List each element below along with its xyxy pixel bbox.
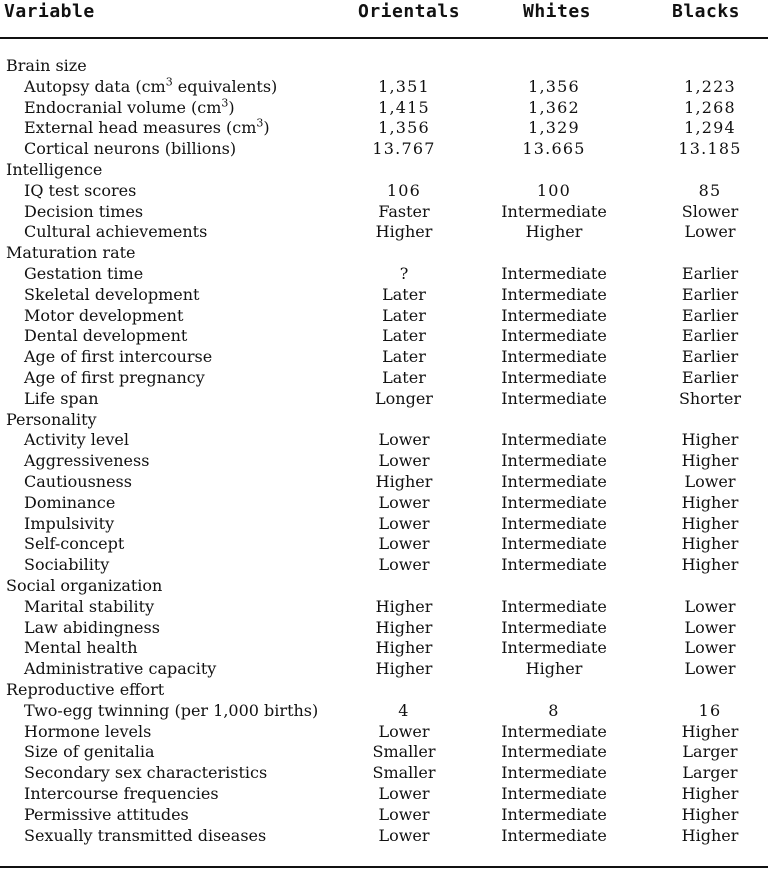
table-row xyxy=(0,98,768,119)
whites-cell: Intermediate xyxy=(501,825,607,845)
blacks-cell: Higher xyxy=(681,555,739,575)
variable-label-text: Intercourse frequencies xyxy=(24,784,219,803)
orientals-cell: Lower xyxy=(378,513,430,533)
table-row xyxy=(0,722,768,743)
orientals-cell: Longer xyxy=(375,388,433,408)
variable-label xyxy=(24,763,267,784)
whites-cell: Intermediate xyxy=(501,368,607,387)
variable-label-text: Cultural achievements xyxy=(24,222,208,242)
variable-label-text: Autopsy data (cm xyxy=(24,76,166,96)
table-header xyxy=(0,0,768,40)
variable-label-text: Decision times xyxy=(24,201,144,221)
whites-cell: 1,356 xyxy=(528,76,580,96)
variable-label xyxy=(24,98,235,119)
orientals-cell: Later xyxy=(382,347,426,367)
orientals-cell: Later xyxy=(382,284,426,304)
whites-cell: Intermediate xyxy=(501,555,607,575)
table-row xyxy=(0,451,768,472)
orientals-cell: Higher xyxy=(375,222,433,242)
blacks-cell: Higher xyxy=(681,492,739,512)
variable-label-text: Skeletal development xyxy=(24,284,200,304)
table-row xyxy=(0,534,768,555)
variable-label xyxy=(24,826,266,847)
whites-cell: 1,362 xyxy=(528,97,580,117)
superscript: 3 xyxy=(165,75,173,89)
variable-label-text: Mental health xyxy=(24,638,138,658)
category-row xyxy=(0,56,768,77)
variable-label xyxy=(24,326,187,347)
table-row xyxy=(0,472,768,493)
category-label: Maturation rate xyxy=(6,243,136,263)
category-label: Social organization xyxy=(6,576,163,595)
orientals-cell: Higher xyxy=(375,659,433,679)
variable-label xyxy=(24,659,216,680)
blacks-cell: Earlier xyxy=(681,368,739,387)
variable-label xyxy=(24,784,219,805)
blacks-cell: Higher xyxy=(681,784,739,803)
table-row xyxy=(0,139,768,160)
blacks-cell: Earlier xyxy=(681,326,739,346)
blacks-cell: Lower xyxy=(684,472,736,491)
orientals-cell: Higher xyxy=(375,472,433,491)
whites-cell: Intermediate xyxy=(501,638,607,658)
table-row xyxy=(0,555,768,576)
whites-cell: Intermediate xyxy=(501,492,607,512)
blacks-cell: Shorter xyxy=(678,388,742,408)
variable-label xyxy=(24,701,318,722)
whites-cell: Intermediate xyxy=(501,305,607,325)
bottom-rule xyxy=(0,866,768,868)
blacks-cell: Lower xyxy=(684,596,736,616)
variable-label-text: Sociability xyxy=(24,555,110,575)
header-whites: Whites xyxy=(523,1,592,22)
whites-cell: Intermediate xyxy=(501,472,607,491)
whites-cell: Intermediate xyxy=(501,784,607,803)
table-row xyxy=(0,618,768,639)
orientals-cell: Higher xyxy=(375,638,433,658)
variable-label-text: Marital stability xyxy=(24,596,155,616)
table-row xyxy=(0,805,768,826)
category-row xyxy=(0,410,768,431)
whites-cell: Intermediate xyxy=(501,721,607,741)
orientals-cell: ? xyxy=(399,264,409,283)
variable-label-text: Life span xyxy=(24,388,99,408)
blacks-cell: Larger xyxy=(682,763,738,783)
table-row xyxy=(0,826,768,847)
table-row xyxy=(0,181,768,202)
orientals-cell: Later xyxy=(382,326,426,346)
orientals-cell: Higher xyxy=(375,596,433,616)
variable-label-text: Size of genitalia xyxy=(24,742,155,762)
variable-label-text: IQ test scores xyxy=(24,180,137,200)
variable-label xyxy=(24,285,199,306)
orientals-cell: 106 xyxy=(386,180,422,200)
variable-label-text: equivalents) xyxy=(172,76,278,96)
whites-cell: Intermediate xyxy=(501,347,607,367)
orientals-cell: Lower xyxy=(378,555,430,575)
table-row xyxy=(0,306,768,327)
whites-cell: Intermediate xyxy=(501,742,607,762)
variable-label xyxy=(24,534,124,555)
variable-label xyxy=(24,77,277,98)
variable-label-text: Motor development xyxy=(24,305,184,325)
orientals-cell: Faster xyxy=(378,201,430,221)
variable-label xyxy=(24,618,160,639)
variable-label xyxy=(24,222,207,243)
table-row xyxy=(0,638,768,659)
table-row xyxy=(0,784,768,805)
whites-cell: Intermediate xyxy=(501,596,607,616)
variable-label-text: ) xyxy=(263,118,270,138)
variable-label-text: Law abidingness xyxy=(24,617,160,637)
whites-cell: Intermediate xyxy=(501,451,607,471)
orientals-cell: 1,356 xyxy=(378,118,430,138)
orientals-cell: Lower xyxy=(378,721,430,741)
superscript: 3 xyxy=(256,117,264,131)
category-label: Intelligence xyxy=(6,160,103,179)
variable-label xyxy=(24,139,236,160)
table-row xyxy=(0,659,768,680)
variable-label xyxy=(24,493,115,514)
blacks-cell: 1,223 xyxy=(684,76,736,96)
table-row xyxy=(0,347,768,368)
category-label: Brain size xyxy=(6,56,87,75)
table-row xyxy=(0,597,768,618)
category-row xyxy=(0,160,768,181)
variable-label xyxy=(24,742,155,763)
table-row xyxy=(0,222,768,243)
variable-label-text: Gestation time xyxy=(24,264,144,283)
whites-cell: 13.665 xyxy=(522,139,586,159)
variable-label-text: Two-egg twinning (per 1,000 births) xyxy=(24,700,319,720)
table-row xyxy=(0,430,768,451)
variable-label-text: Age of first pregnancy xyxy=(24,368,205,387)
orientals-cell: Lower xyxy=(378,784,430,803)
table-row xyxy=(0,368,768,389)
table-row xyxy=(0,118,768,139)
variable-label-text: Secondary sex characteristics xyxy=(24,763,268,783)
orientals-cell: 1,415 xyxy=(378,97,430,117)
blacks-cell: Higher xyxy=(681,721,739,741)
orientals-cell: Lower xyxy=(378,451,430,471)
variable-label xyxy=(24,181,136,202)
blacks-cell: 16 xyxy=(698,700,722,720)
variable-label-text: Aggressiveness xyxy=(24,451,150,471)
orientals-cell: 13.767 xyxy=(372,139,436,159)
whites-cell: Intermediate xyxy=(501,388,607,408)
variable-label-text: Dominance xyxy=(24,492,116,512)
variable-label-text: Endocranial volume (cm xyxy=(24,97,222,117)
table-row xyxy=(0,389,768,410)
whites-cell: 8 xyxy=(548,700,560,720)
variable-label xyxy=(24,451,149,472)
variable-label xyxy=(24,514,114,535)
orientals-cell: Later xyxy=(382,305,426,325)
variable-label-text: Dental development xyxy=(24,326,188,346)
blacks-cell: Higher xyxy=(681,513,739,533)
whites-cell: Intermediate xyxy=(501,430,607,450)
variable-label-text: Cortical neurons (billions) xyxy=(24,139,237,159)
whites-cell: Intermediate xyxy=(501,513,607,533)
variable-label xyxy=(24,555,109,576)
blacks-cell: Higher xyxy=(681,534,739,554)
table-row xyxy=(0,763,768,784)
whites-cell: 100 xyxy=(536,180,572,200)
whites-cell: Intermediate xyxy=(501,534,607,554)
category-row xyxy=(0,680,768,701)
category-row xyxy=(0,243,768,264)
variable-label xyxy=(24,389,99,410)
table-row xyxy=(0,493,768,514)
variable-label xyxy=(24,638,138,659)
header-rule xyxy=(0,37,768,39)
orientals-cell: Lower xyxy=(378,804,430,824)
variable-label-text: Cautiousness xyxy=(24,472,132,491)
table-row xyxy=(0,701,768,722)
variable-label-text: Sexually transmitted diseases xyxy=(24,825,267,845)
whites-cell: Intermediate xyxy=(501,763,607,783)
table-row xyxy=(0,264,768,285)
variable-label xyxy=(24,805,189,826)
orientals-cell: Lower xyxy=(378,430,430,450)
whites-cell: Intermediate xyxy=(501,284,607,304)
whites-cell: Intermediate xyxy=(501,804,607,824)
whites-cell: Intermediate xyxy=(501,264,607,283)
table-row xyxy=(0,326,768,347)
whites-cell: Higher xyxy=(525,659,583,679)
variable-label-text: ) xyxy=(228,97,235,117)
blacks-cell: Higher xyxy=(681,430,739,450)
blacks-cell: Slower xyxy=(681,201,739,221)
blacks-cell: Higher xyxy=(681,804,739,824)
variable-label-text: Self-concept xyxy=(24,534,125,554)
blacks-cell: Earlier xyxy=(681,264,739,283)
blacks-cell: Lower xyxy=(684,222,736,242)
superscript: 3 xyxy=(221,96,229,110)
category-label: Personality xyxy=(6,409,97,429)
blacks-cell: Larger xyxy=(682,742,738,762)
header-variable: Variable xyxy=(4,1,95,22)
table-row xyxy=(0,514,768,535)
table-row xyxy=(0,77,768,98)
category-row xyxy=(0,576,768,597)
variable-label xyxy=(24,306,183,327)
orientals-cell: Higher xyxy=(375,617,433,637)
whites-cell: Intermediate xyxy=(501,617,607,637)
blacks-cell: 13.185 xyxy=(678,139,742,159)
blacks-cell: Lower xyxy=(684,638,736,658)
blacks-cell: Lower xyxy=(684,659,736,679)
variable-label xyxy=(24,202,143,223)
blacks-cell: Higher xyxy=(681,451,739,471)
table-row xyxy=(0,285,768,306)
variable-label xyxy=(24,264,143,285)
orientals-cell: 4 xyxy=(398,700,410,720)
variable-label xyxy=(24,597,154,618)
orientals-cell: Lower xyxy=(378,534,430,554)
variable-label-text: Impulsivity xyxy=(24,513,115,533)
orientals-cell: Smaller xyxy=(372,763,436,783)
whites-cell: Higher xyxy=(525,222,583,242)
blacks-cell: 1,294 xyxy=(684,118,736,138)
variable-label xyxy=(24,118,270,139)
blacks-cell: Earlier xyxy=(681,284,739,304)
orientals-cell: Smaller xyxy=(372,742,436,762)
variable-label-text: Age of first intercourse xyxy=(24,347,213,367)
blacks-cell: 85 xyxy=(698,180,722,200)
orientals-cell: Later xyxy=(382,368,426,387)
blacks-cell: Higher xyxy=(681,825,739,845)
variable-label xyxy=(24,347,212,368)
blacks-cell: Lower xyxy=(684,617,736,637)
variable-label xyxy=(24,722,151,743)
header-blacks: Blacks xyxy=(672,1,741,22)
variable-label-text: Activity level xyxy=(24,430,129,450)
whites-cell: Intermediate xyxy=(501,326,607,346)
variable-label xyxy=(24,472,132,493)
whites-cell: Intermediate xyxy=(501,201,607,221)
orientals-cell: Lower xyxy=(378,492,430,512)
variable-label xyxy=(24,368,205,389)
blacks-cell: Earlier xyxy=(681,347,739,367)
category-label: Reproductive effort xyxy=(6,680,165,699)
variable-label-text: Administrative capacity xyxy=(24,659,217,679)
whites-cell: 1,329 xyxy=(528,118,580,138)
blacks-cell: Earlier xyxy=(681,305,739,325)
variable-label-text: External head measures (cm xyxy=(24,118,257,138)
orientals-cell: Lower xyxy=(378,825,430,845)
table-row xyxy=(0,202,768,223)
table-row xyxy=(0,742,768,763)
variable-label-text: Hormone levels xyxy=(24,721,152,741)
orientals-cell: 1,351 xyxy=(378,76,430,96)
header-orientals: Orientals xyxy=(358,1,461,22)
variable-label xyxy=(24,430,129,451)
blacks-cell: 1,268 xyxy=(684,97,736,117)
variable-label-text: Permissive attitudes xyxy=(24,804,189,824)
